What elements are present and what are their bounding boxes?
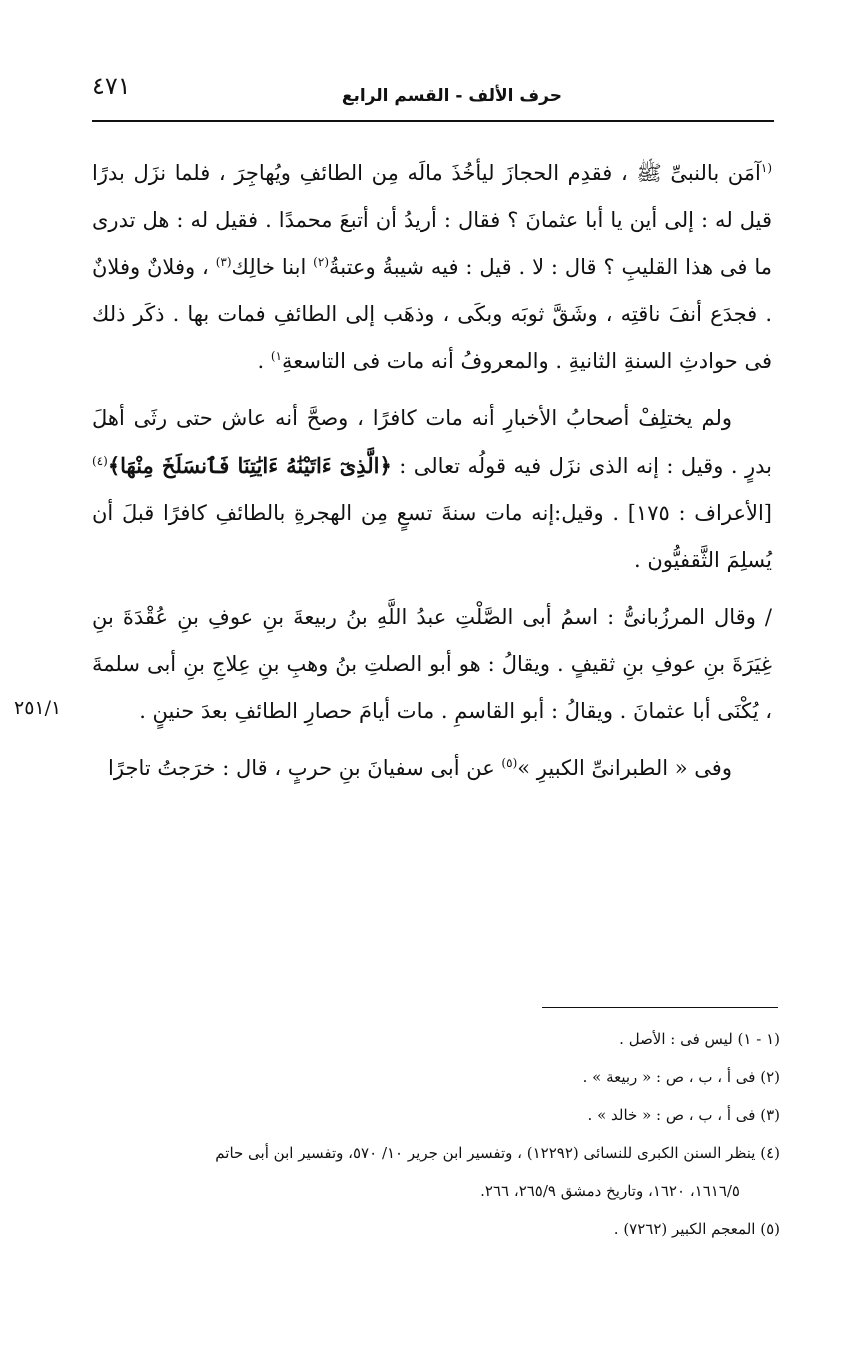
paragraph-1 [92,150,772,385]
footnote-marker: (٢) [313,255,329,269]
paragraph-4 [92,745,772,792]
footnote-2: (٢) فى أ ، ب ، ص : « ربيعة » . [582,1068,780,1086]
footnote-1: (١ - ١) ليس فى : الأصل . [619,1030,780,1048]
footnote-marker: (١ [760,161,772,175]
paragraph-text: . [257,349,271,373]
page-number: ٤٧١ [92,72,131,100]
footnotes [68,1022,780,1250]
footnote-4: (٤) ينظر السنن الكبرى للنسائى (١٢٢٩٢) ، وتفسير ابن جرير ١٠/ ٥٧٠، وتفسير ابن أبى حاتم [215,1144,780,1162]
paragraph-text: آمَن بالنبىِّ ﷺ ، فقدِم الحجازَ ليأخُذَ مالَه مِن الطائفِ ويُهاجِرَ ، فلما نزَل بدرًا قيل له : إلى أين يا أبا عثمانَ ؟ فقال : أريدُ أن أتبعَ محمدًا . فقيل له : هل تدرى ما فى هذا القليبِ ؟ قال : لا . قيل : فيه شيبةُ وعتبةُ [92,161,772,279]
paragraph-text: عن أبى سفيانَ بنِ حربٍ ، قال : خرَجتُ تاجرًا [108,756,502,780]
paragraph-text: . وقيل:إنه مات سنةَ تسعٍ مِن الهجرةِ بالطائفِ كافرًا قبلَ أن يُسلِمَ الثَّقفيُّون . [92,501,772,572]
main-text [92,150,772,802]
paragraph-2 [92,395,772,584]
paragraph-text: ، وفلانٌ وفلانٌ . فجدَع أنفَ ناقتِه ، وشَقَّ ثوبَه وبكَى ، وذهَب إلى الطائفِ فمات بها . ذكَر ذلك فى حوادثِ السنةِ الثانيةِ . والمعروفُ أنه مات فى التاسعةِ [92,255,772,373]
margin-volume-page-reference: ٢٥١/١ [14,697,62,719]
footnote-marker: (٣) [215,255,232,269]
paragraph-3 [92,594,772,735]
footnote-4-continued: ١٦١٦/٥، ١٦٢٠، وتاريخ دمشق ٢٦٥/٩، ٢٦٦. [480,1182,740,1200]
footnote-marker: ١) [270,349,282,363]
paragraph-text: وفى « الطبرانىِّ الكبيرِ » [517,756,732,780]
footnote-marker: (٤) [92,454,108,468]
quran-verse: ﴿الَّذِىٓ ءَاتَيْنَٰهُ ءَايَٰتِنَا فَٱنسَلَخَ مِنْهَا﴾ [107,453,392,478]
footnote-5: (٥) المعجم الكبير (٧٢٦٢) . [613,1220,780,1238]
verse-reference: [الأعراف : ١٧٥] [627,501,773,525]
footnote-divider [542,1007,778,1008]
paragraph-text: ولم يختلِفْ أصحابُ الأخبارِ أنه مات كافرًا ، وصحَّ أنه عاش حتى رثَى أهلَ بدرٍ . وقيل : إنه الذى نزَل فيه قولُه تعالى : [92,406,772,478]
page-header [92,72,772,122]
header-divider [92,120,774,122]
footnote-3: (٣) فى أ ، ب ، ص : « خالد » . [587,1106,780,1124]
footnote-marker: (٥) [501,756,518,770]
running-title: حرف الألف - القسم الرابع [341,86,562,106]
paragraph-text: ابنا خالِك [231,255,314,279]
paragraph-text: / وقال المرزُبانىُّ : اسمُ أبى الصَّلْتِ عبدُ اللَّهِ بنُ ربيعةَ بنِ عوفِ بنِ عُقْدَةَ بنِ غِيَرَةَ بنِ عوفِ بنِ ثقيفٍ . ويقالُ : هو أبو الصلتِ بنُ وهبِ بنِ عِلاجِ بنِ أبى سلمةَ ، يُكْنَى أبا عثمانَ . ويقالُ : أبو القاسمِ . مات أيامَ حصارِ الطائفِ بعدَ حنينٍ . [92,605,772,723]
